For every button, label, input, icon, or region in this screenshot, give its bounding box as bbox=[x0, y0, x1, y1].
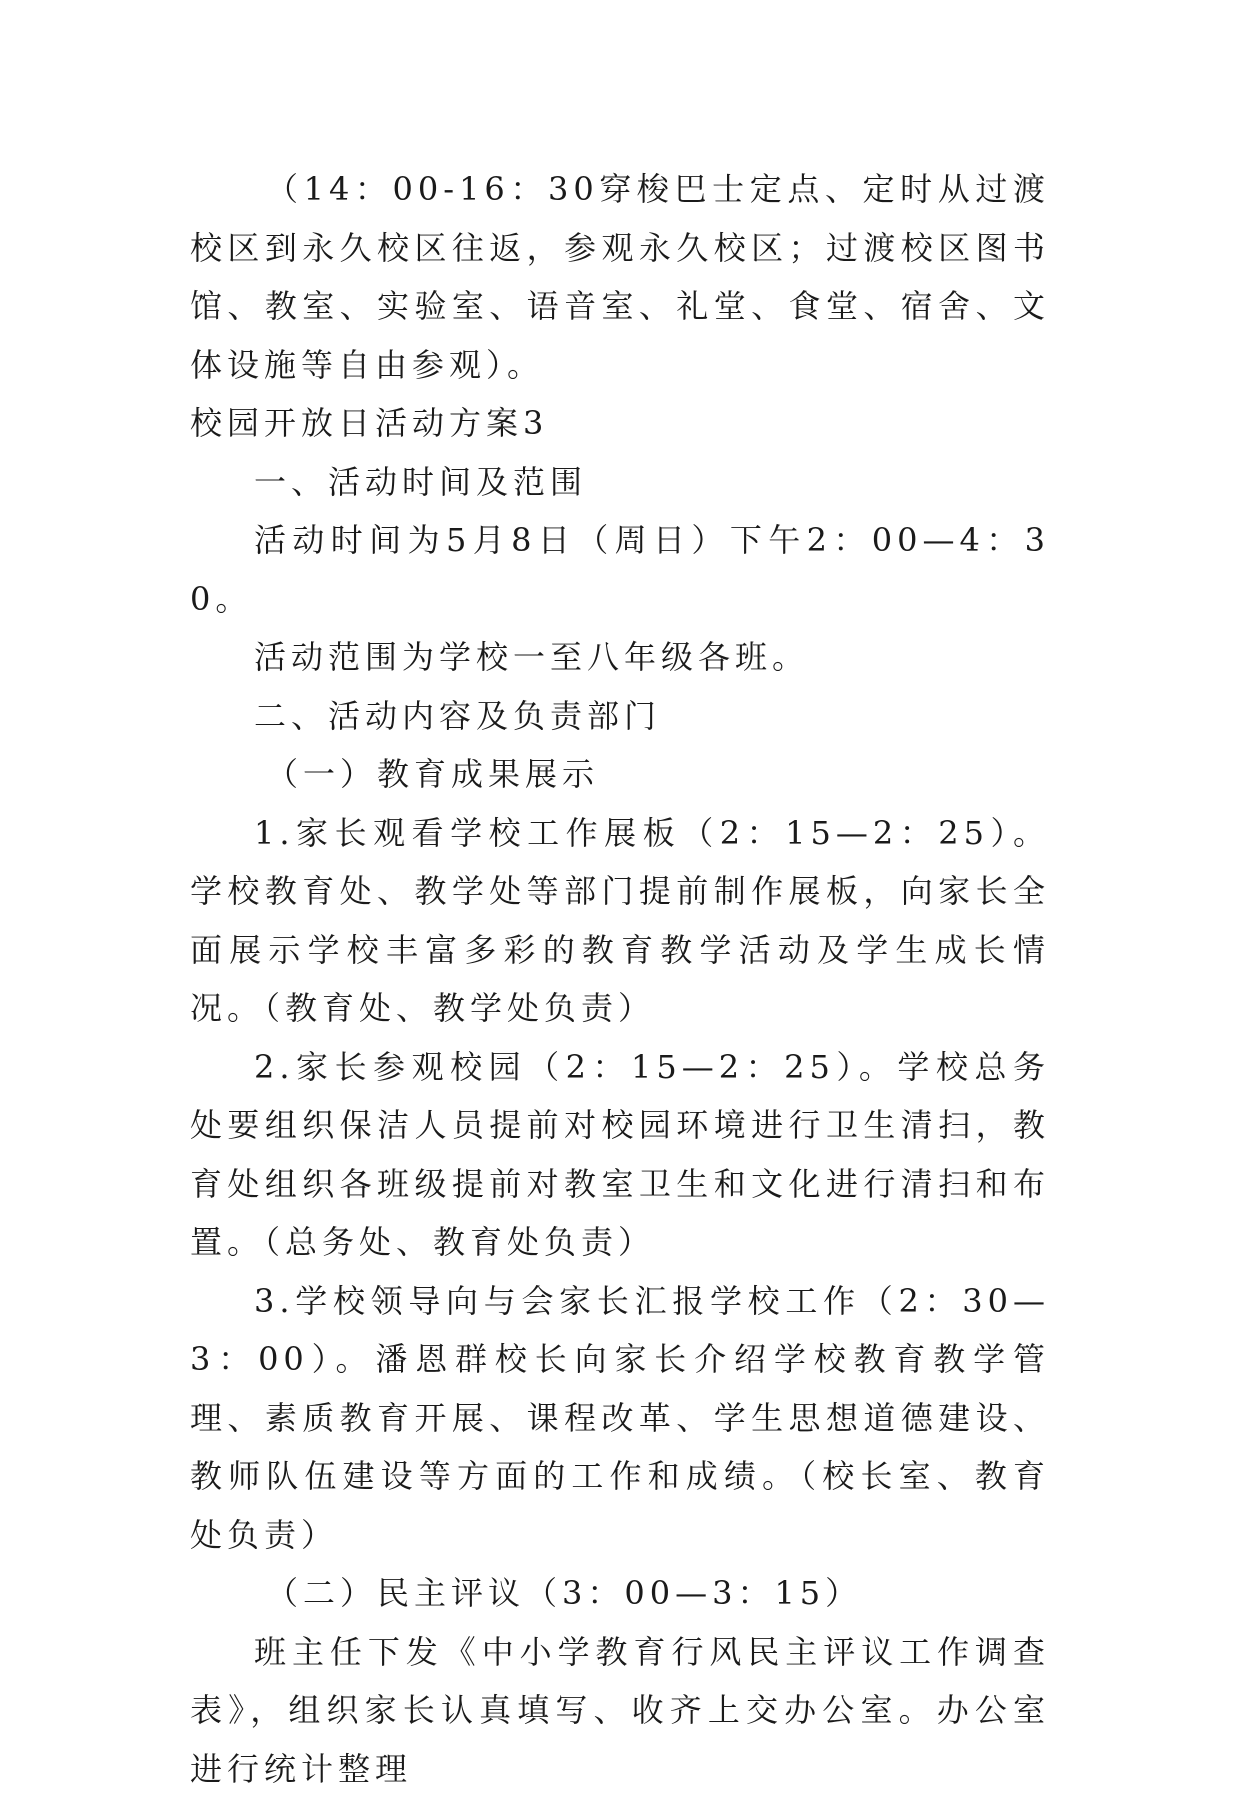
paragraph-activity-time: 活动时间为5月8日（周日）下午2：00—4：30。 bbox=[190, 511, 1050, 628]
paragraph-shuttle-bus: （14：00-16：30穿梭巴士定点、定时从过渡校区到永久校区往返，参观永久校区；过渡校区图书馆、教室、实验室、语音室、礼堂、食堂、宿舍、文体设施等自由参观）。 bbox=[190, 160, 1050, 394]
heading-education-results: （一）教育成果展示 bbox=[190, 745, 1050, 804]
section-title: 校园开放日活动方案3 bbox=[190, 394, 1050, 453]
paragraph-survey: 班主任下发《中小学教育行风民主评议工作调查表》，组织家长认真填写、收齐上交办公室。办公室进行统计整理 bbox=[190, 1623, 1050, 1798]
heading-time-scope: 一、活动时间及范围 bbox=[190, 453, 1050, 512]
heading-content-departments: 二、活动内容及负责部门 bbox=[190, 687, 1050, 746]
paragraph-item-1: 1.家长观看学校工作展板（2：15—2：25）。学校教育处、教学处等部门提前制作展板，向家长全面展示学校丰富多彩的教育教学活动及学生成长情况。（教育处、教学处负责） bbox=[190, 804, 1050, 1038]
paragraph-item-2: 2.家长参观校园（2：15—2：25）。学校总务处要组织保洁人员提前对校园环境进行卫生清扫，教育处组织各班级提前对教室卫生和文化进行清扫和布置。（总务处、教育处负责） bbox=[190, 1038, 1050, 1272]
document-body bbox=[190, 160, 1050, 1798]
paragraph-activity-scope: 活动范围为学校一至八年级各班。 bbox=[190, 628, 1050, 687]
heading-democratic-review: （二）民主评议（3：00—3：15） bbox=[190, 1564, 1050, 1623]
paragraph-item-3: 3.学校领导向与会家长汇报学校工作（2：30—3：00）。潘恩群校长向家长介绍学校教育教学管理、素质教育开展、课程改革、学生思想道德建设、教师队伍建设等方面的工作和成绩。（校长室、教育处负责） bbox=[190, 1272, 1050, 1565]
